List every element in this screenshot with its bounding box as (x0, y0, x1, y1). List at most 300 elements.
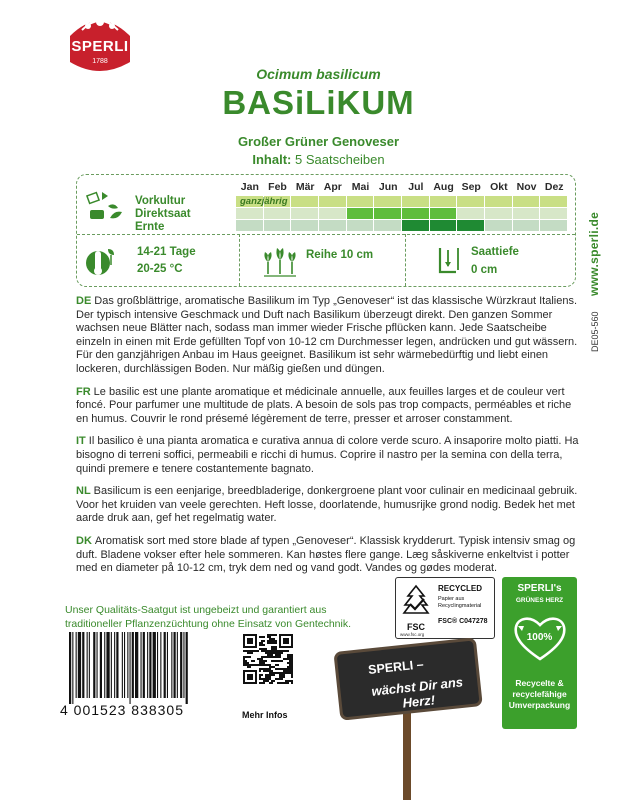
qr-module (271, 660, 273, 662)
qr-module (259, 636, 261, 638)
year-round-note: ganzjährig (240, 196, 288, 207)
qr-module (281, 678, 283, 680)
qr-module (259, 668, 261, 670)
qr-module (271, 672, 273, 674)
description-text: Il basilico è una pianta aromatica e curativa annua di colore verde scuro. A insaporire molto piatti. Ha bisogno di terreni soffici, permeabili e ricchi di humus. Coprire il nastro per la semina con della terra, quindi premere e tenere costantemente bagnato. (76, 435, 579, 475)
calendar-cell-active (374, 196, 402, 207)
qr-module (279, 654, 281, 656)
barcode-bar (100, 632, 102, 698)
qr-module (277, 650, 279, 652)
qr-module (279, 668, 281, 670)
qr-module (289, 662, 291, 664)
qr-module (281, 668, 283, 670)
qr-module (257, 650, 259, 652)
qr-module (243, 658, 245, 660)
calendar-cell (347, 220, 375, 231)
qr-module (255, 664, 257, 666)
month-label: Mär (295, 181, 315, 193)
barcode-bar (72, 632, 73, 704)
barcode-bar (130, 632, 131, 704)
qr-module (259, 660, 261, 662)
fsc-tree-check-icon (401, 584, 431, 620)
month-label: Nov (516, 181, 537, 193)
variety-name: Großer Grüner Genoveser (237, 134, 400, 149)
month-label: Jul (408, 181, 424, 193)
germination-days: 14-21 Tage (137, 246, 196, 258)
qr-module (249, 650, 251, 652)
qr-module (291, 670, 293, 672)
qr-module (277, 660, 279, 662)
qr-module (267, 668, 269, 670)
qr-module (243, 664, 245, 666)
calendar-divider (77, 234, 575, 235)
green-heart-title: SPERLI's (517, 583, 562, 594)
latin-name: Ocimum basilicum (256, 66, 381, 82)
barcode-bar (147, 632, 148, 698)
qr-module (289, 666, 291, 668)
qr-module (273, 666, 275, 668)
calendar-cell-active (291, 196, 319, 207)
qr-module (285, 680, 287, 682)
barcode-bar (186, 632, 188, 704)
qr-module (287, 668, 289, 670)
qr-module (261, 648, 263, 650)
month-label: Dez (544, 181, 564, 193)
calendar-cell (319, 208, 347, 219)
qr-module (277, 656, 279, 658)
qr-module (261, 636, 263, 638)
green-heart-description: Recycelte & recyclefähige Umverpackung (508, 678, 571, 710)
qr-module (281, 682, 283, 684)
barcode-bar (160, 632, 161, 698)
qr-code[interactable] (243, 634, 293, 684)
qr-module (261, 642, 263, 644)
calendar-cell-active (457, 196, 485, 207)
qr-module (287, 672, 289, 674)
qr-module (289, 664, 291, 666)
qr-module (261, 678, 263, 680)
qr-module (273, 672, 275, 674)
barcode-bar (106, 632, 109, 698)
qr-module (291, 664, 293, 666)
qr-module (269, 670, 271, 672)
qr-module (265, 678, 267, 680)
qr-module (269, 638, 271, 640)
qr-module (287, 670, 289, 672)
calendar-cell (513, 208, 541, 219)
calendar-cell (264, 220, 292, 231)
qr-module (245, 660, 247, 662)
seed-tray-icon (86, 186, 126, 230)
qr-module (267, 650, 269, 652)
barcode-bar (171, 632, 172, 698)
sign-brand: SPERLI – (367, 657, 425, 677)
qr-module (289, 660, 291, 662)
qr-module (263, 660, 265, 662)
qr-module (265, 680, 267, 682)
qr-module (291, 682, 293, 684)
qr-module (283, 672, 285, 674)
calendar-cell (540, 208, 568, 219)
qr-module (259, 664, 261, 666)
calendar-row-direktsaat (236, 208, 568, 219)
row-spacing: Reihe 10 cm (306, 249, 374, 261)
month-label: Sep (461, 181, 481, 193)
product-code: DE05-560 (590, 311, 600, 352)
qr-module (283, 650, 285, 652)
month-label: Apr (323, 181, 342, 193)
qr-module (285, 658, 287, 660)
qr-module (257, 664, 259, 666)
qr-module (279, 676, 281, 678)
qr-module (265, 674, 267, 676)
qr-module (267, 652, 269, 654)
calendar-cell (457, 208, 485, 219)
barcode-bar (89, 632, 90, 698)
qr-module (291, 658, 293, 660)
qr-module (281, 650, 283, 652)
qr-module (263, 636, 265, 638)
qr-module (253, 650, 255, 652)
language-code: NL (76, 485, 91, 498)
qr-module (277, 678, 279, 680)
qr-module (247, 666, 249, 668)
qr-module (267, 680, 269, 682)
qr-module (269, 676, 271, 678)
fsc-paper-text: Papier aus Recyclingmaterial (438, 596, 482, 609)
barcode-bar (97, 632, 98, 698)
barcode-bar (111, 632, 112, 698)
calendar-cell (264, 208, 292, 219)
description-text: Basilicum is een eenjarige, breedbladerige, donkergroene plant voor culinair en medicinaal gebruik. Voor het kruiden van veele gerechten. Heft losse, doorlatende, humusrijke grond nodig. Bedek het met aarde druk aan, gef het regelmatig water. (76, 485, 578, 525)
calendar-cell-active (402, 196, 430, 207)
qr-module (277, 682, 279, 684)
qr-module (245, 656, 247, 658)
qr-module (289, 672, 291, 674)
product-title: BASiLiKUM (222, 84, 415, 121)
qr-module (273, 648, 275, 650)
qr-module (283, 674, 285, 676)
qr-module (275, 656, 277, 658)
qr-module (247, 638, 253, 644)
row-label-direktsaat: Direktsaat (135, 208, 191, 220)
qr-module (269, 668, 271, 670)
month-label: Okt (490, 181, 508, 193)
qr-module (287, 682, 289, 684)
barcode-bar (135, 632, 138, 698)
month-label: Feb (268, 181, 287, 193)
calendar-cell (291, 208, 319, 219)
qr-module (273, 634, 275, 636)
contents-line (0, 152, 637, 167)
qr-module (289, 668, 291, 670)
qr-module (289, 670, 291, 672)
qr-module (273, 650, 275, 652)
fsc-license: FSC® C047278 (438, 618, 488, 625)
qr-module (267, 676, 269, 678)
month-label: Jun (378, 181, 398, 193)
qr-module (271, 652, 273, 654)
barcode-bar (141, 632, 142, 698)
barcode-bar (180, 632, 182, 698)
qr-module (259, 670, 261, 672)
qr-module (275, 634, 277, 636)
barcode-bar (122, 632, 123, 698)
qr-module (275, 678, 277, 680)
qr-module (247, 674, 253, 680)
description-dk (76, 535, 580, 576)
barcode-number: 4 001523 838305 (60, 702, 184, 718)
calendar-cell-active (430, 208, 458, 219)
qr-module (271, 646, 273, 648)
barcode-bar (114, 632, 115, 698)
calendar-cell (291, 220, 319, 231)
qr-module (261, 662, 263, 664)
qr-module (271, 670, 273, 672)
qr-module (267, 636, 269, 638)
qr-module (245, 662, 247, 664)
qr-module (275, 642, 277, 644)
qr-module (259, 676, 261, 678)
qr-module (251, 664, 253, 666)
qr-module (273, 646, 275, 648)
qr-module (259, 642, 261, 644)
qr-module (291, 662, 293, 664)
qr-module (269, 634, 271, 636)
qr-module (265, 660, 267, 662)
qr-module (245, 664, 247, 666)
qr-module (269, 640, 271, 642)
barcode-bar (149, 632, 151, 698)
qr-label: Mehr Infos (242, 710, 288, 720)
qr-module (273, 656, 275, 658)
ean-barcode (65, 632, 230, 704)
qr-module (291, 656, 293, 658)
qr-module (259, 674, 261, 676)
qr-module (279, 674, 281, 676)
qr-module (269, 652, 271, 654)
row-spacing-plants-icon (262, 244, 298, 278)
logo-year: 1788 (92, 58, 108, 65)
sowing-depth-icon (436, 244, 466, 278)
qr-module (243, 662, 245, 664)
qr-module (267, 634, 269, 636)
qr-module (267, 664, 269, 666)
qr-module (273, 642, 275, 644)
qr-module (281, 676, 283, 678)
qr-module (283, 670, 285, 672)
description-de (76, 295, 580, 377)
fsc-text: FSC (407, 622, 425, 632)
qr-module (251, 650, 253, 652)
qr-module (275, 664, 277, 666)
qr-module (271, 648, 273, 650)
qr-module (285, 650, 287, 652)
qr-module (243, 650, 245, 652)
qr-module (263, 650, 265, 652)
qr-module (259, 658, 261, 660)
calendar-cell-active (485, 196, 513, 207)
qr-module (287, 658, 289, 660)
language-code: FR (76, 385, 91, 398)
qr-module (271, 640, 273, 642)
qr-module (243, 660, 245, 662)
qr-module (267, 678, 269, 680)
qr-module (291, 672, 293, 674)
qr-module (283, 658, 285, 660)
calendar-cell (485, 220, 513, 231)
qr-module (285, 682, 287, 684)
qr-module (271, 666, 273, 668)
info-divider (239, 234, 240, 286)
website-url: www.sperli.de (587, 211, 601, 296)
qr-module (291, 668, 293, 670)
qr-module (255, 650, 257, 652)
qr-module (283, 668, 285, 670)
qr-module (279, 656, 281, 658)
qr-module (265, 664, 267, 666)
qr-module (287, 666, 289, 668)
depth-label: Saattiefe (471, 246, 519, 258)
qr-module (251, 652, 253, 654)
row-label-ernte: Ernte (135, 221, 165, 233)
qr-module (277, 654, 279, 656)
qr-module (261, 682, 263, 684)
qr-module (275, 668, 277, 670)
descriptions (76, 295, 580, 585)
qr-module (249, 666, 251, 668)
qr-module (267, 640, 269, 642)
qr-module (261, 674, 263, 676)
qr-module (247, 664, 249, 666)
qr-module (273, 680, 275, 682)
qr-module (269, 664, 271, 666)
qr-module (273, 674, 275, 676)
qr-module (263, 670, 265, 672)
calendar-cell-active (319, 196, 347, 207)
qr-module (275, 660, 277, 662)
barcode-bar (93, 632, 95, 698)
barcode-bar (82, 632, 84, 698)
qr-module (273, 652, 275, 654)
description-it (76, 435, 580, 476)
calendar-cell-active (347, 208, 375, 219)
recycled-percent: 100% (526, 632, 553, 643)
qr-module (247, 656, 249, 658)
germination-temperature: 20-25 °C (137, 263, 183, 275)
qr-module (263, 662, 265, 664)
qr-module (269, 672, 271, 674)
qr-module (267, 642, 269, 644)
calendar-cell-active (513, 196, 541, 207)
qr-module (263, 680, 265, 682)
qr-module (249, 664, 251, 666)
qr-module (263, 640, 265, 642)
qr-module (283, 682, 285, 684)
depth-value: 0 cm (471, 264, 498, 276)
fsc-website: www.fsc.org (400, 632, 425, 637)
qr-module (269, 682, 271, 684)
barcode-bar (167, 632, 168, 698)
qr-module (263, 668, 265, 670)
language-code: DE (76, 295, 92, 307)
barcode-bar (174, 632, 176, 698)
barcode-bar (183, 632, 184, 698)
info-divider (405, 234, 406, 286)
qr-module (269, 656, 271, 658)
qr-module (243, 656, 245, 658)
qr-module (279, 672, 281, 674)
qr-module (273, 640, 275, 642)
qr-module (261, 668, 263, 670)
qr-module (291, 676, 293, 678)
description-text: Le basilic est une plante aromatique et médicinale annuelle, aux feuilles larges et de couleur vert foncé. Pour parfumer une multitude de plats. A besoin de sols pas trop compacts, perméables et riche en humus. Couvrir le rond présemé légèrement de terre, presser et arroser constamment. (76, 385, 572, 425)
qr-module (263, 678, 265, 680)
qr-module (249, 652, 251, 654)
qr-module (273, 638, 275, 640)
qr-module (285, 672, 287, 674)
qr-module (287, 650, 289, 652)
barcode-bar (143, 632, 145, 698)
quality-note: Unser Qualitäts-Saatgut ist ungebeizt und garantiert aus traditioneller Pflanzenzüchtung ohne Einsatz von Gentechnik. (65, 604, 352, 630)
qr-module (259, 648, 261, 650)
calendar-cell (485, 208, 513, 219)
qr-module (249, 656, 251, 658)
calendar-cell-active (457, 220, 485, 231)
qr-module (289, 654, 291, 656)
qr-module (271, 656, 273, 658)
qr-module (269, 678, 271, 680)
barcode-bar (157, 632, 158, 698)
qr-module (287, 680, 289, 682)
green-heart-box (502, 577, 577, 729)
calendar-cell-active (430, 196, 458, 207)
qr-module (269, 636, 271, 638)
qr-module (281, 672, 283, 674)
qr-module (279, 650, 281, 652)
qr-module (289, 658, 291, 660)
qr-module (271, 650, 273, 652)
qr-module (247, 662, 249, 664)
qr-module (289, 656, 291, 658)
qr-module (265, 656, 267, 658)
barcode-bar (164, 632, 166, 698)
qr-module (279, 682, 281, 684)
qr-module (265, 650, 267, 652)
calendar-cell (319, 220, 347, 231)
qr-module (265, 652, 267, 654)
qr-module (281, 652, 283, 654)
qr-module (271, 682, 273, 684)
calendar-cell (513, 220, 541, 231)
qr-module (269, 666, 271, 668)
qr-module (291, 680, 293, 682)
qr-module (247, 652, 249, 654)
qr-module (263, 656, 265, 658)
fsc-recycled-text: RECYCLED (438, 584, 483, 593)
qr-module (263, 664, 265, 666)
qr-module (277, 668, 279, 670)
qr-module (271, 674, 273, 676)
calendar-cell-active (374, 208, 402, 219)
qr-module (269, 654, 271, 656)
qr-module (275, 652, 277, 654)
barcode-bar (116, 632, 118, 698)
barcode-bar (177, 632, 178, 698)
green-heart-subtitle: GRÜNES HERZ (515, 597, 564, 604)
month-label: Mai (351, 181, 370, 193)
barcode-bar (87, 632, 88, 698)
